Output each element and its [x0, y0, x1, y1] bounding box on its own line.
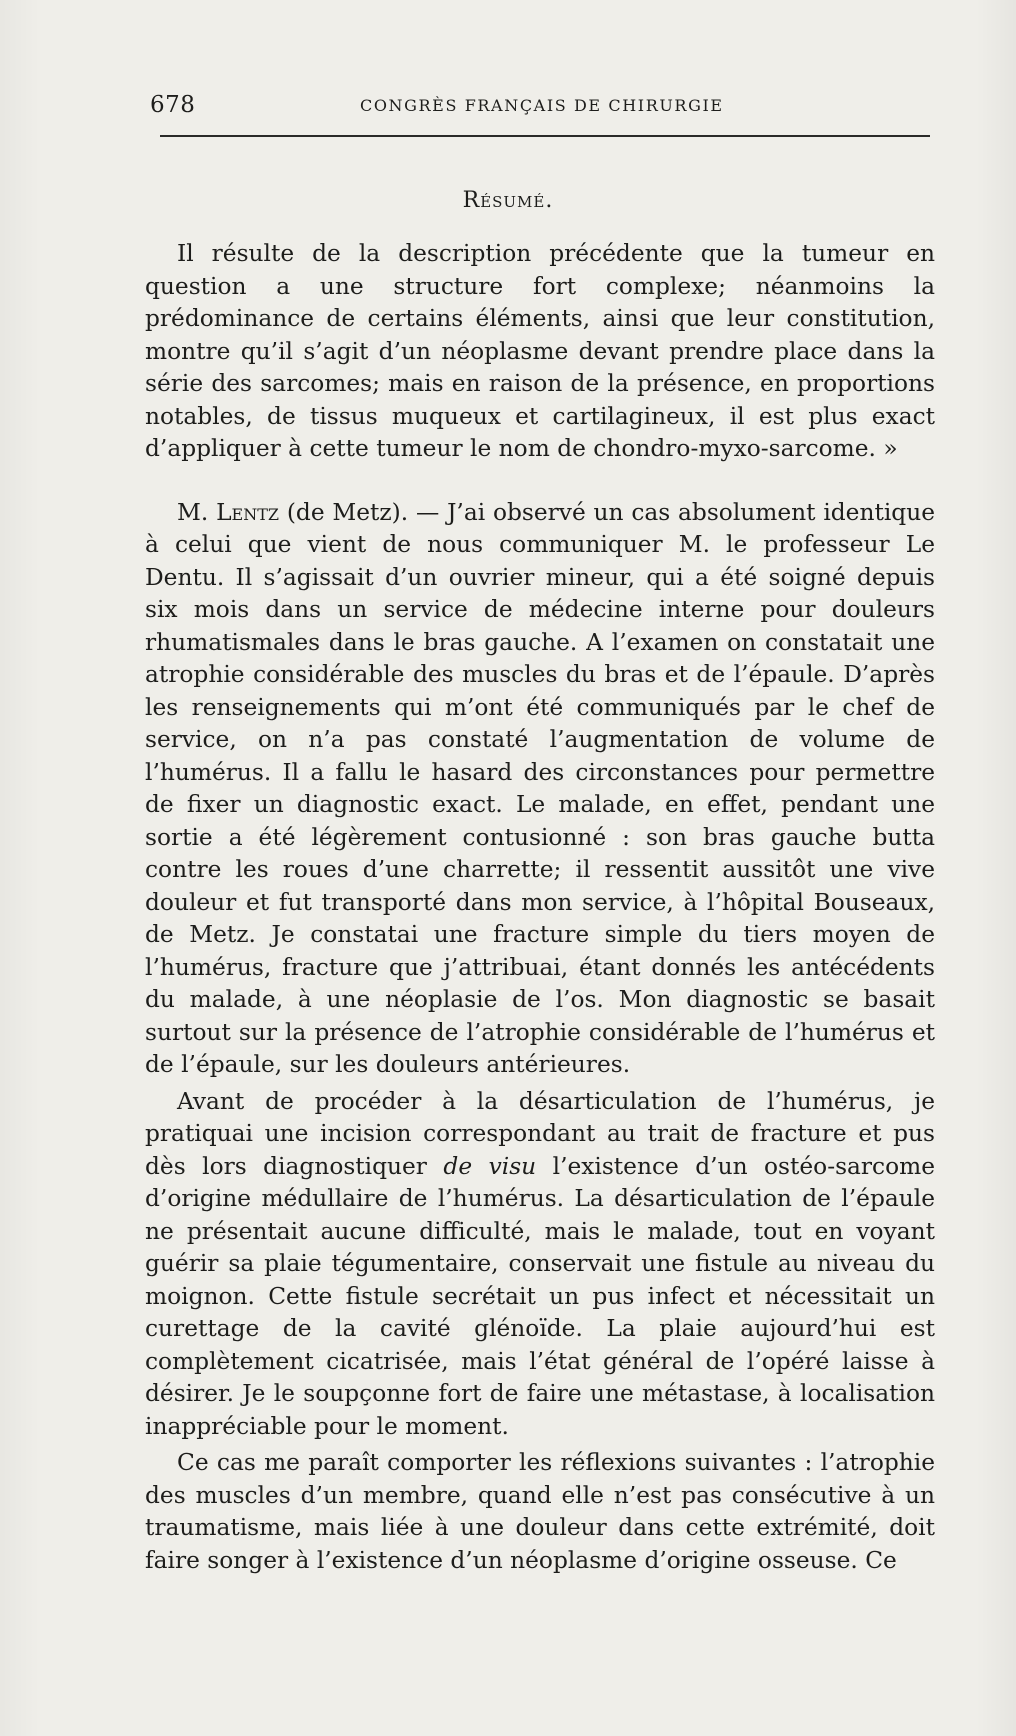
header-rule [160, 135, 930, 137]
paragraph-disarticulation [145, 1086, 935, 1444]
page-header [150, 92, 930, 122]
paragraph-lentz-intervention [145, 497, 935, 1082]
speaker-prefix: M. [177, 498, 217, 526]
paragraph-summary: Il résulte de la description précédente que la tumeur en question a une structure fort complexe; néanmoins la prédominance de certains éléments, ainsi que leur constitution, montre qu’il s’agit d’un néoplasme devant prendre place dans la série des sarcomes; mais en raison de la présence, en proportions notables, de tissus muqueux et cartilagineux, il est plus exact d’appliquer à cette tumeur le nom de chondro-myxo-sarcome. » [145, 240, 935, 462]
paragraph-disarticulation-start: Avant de procéder à la désarticulation de l’humérus, je pratiquai une incision correspondant au trait de fracture et pus dès lors diagnostiquer [145, 1087, 935, 1180]
italic-phrase: de visu [443, 1152, 537, 1180]
paragraph-disarticulation-end: l’existence d’un ostéo-sarcome d’origine médullaire de l’humérus. La désarticulation de l’épaule ne présentait aucune difficulté, mais le malade, tout en voyant guérir sa plaie tégumentaire, conservait une fistule au niveau du moignon. Cette fistule secrétait un pus infect et nécessitait un curettage de la cavité glénoïde. La plaie aujourd’hui est complètement cicatrisée, mais l’état général de l’opéré laisse à désirer. Je le soupçonne fort de faire une métastase, à localisation inappréciable pour le moment. [145, 1152, 935, 1440]
paragraph-reflections: Ce cas me paraît comporter les réflexions suivantes : l’atrophie des muscles d’un membre, quand elle n’est pas consécutive à un traumatisme, mais liée à une douleur dans cette extrémité, doit faire songer à l’existence d’un néoplasme d’origine osseuse. Ce [145, 1449, 935, 1574]
body-text [145, 238, 935, 1577]
paragraph-lentz-text: (de Metz). — J’ai observé un cas absolument identique à celui que vient de nous communiquer M. le professeur Le Dentu. Il s’agissait d’un ouvrier mineur, qui a été soigné depuis six mois dans un service de médecine interne pour douleurs rhumatismales dans le bras gauche. A l’examen on constatait une atrophie considérable des muscles du bras et de l’épaule. D’après les renseignements qui m’ont été communiqués par le chef de service, on n’a pas constaté l’augmentation de volume de l’humérus. Il a fallu le hasard des circonstances pour permettre de fixer un diagnostic exact. Le malade, en effet, pendant une sortie a été légèrement contusionné : son bras gauche butta contre les roues d’une charrette; il ressentit aussitôt une vive douleur et fut transporté dans mon service, à l’hôpital Bouseaux, de Metz. Je constatai une fracture simple du tiers moyen de l’humérus, fracture que j’attribuai, étant donnés les antécédents du malade, à une néoplasie de l’os. Mon diagnostic se basait surtout sur la présence de l’atrophie considérable de l’humérus et de l’épaule, sur les douleurs antérieures. [145, 498, 935, 1078]
speaker-name: Lentz [216, 498, 280, 526]
page-number: 678 [150, 92, 196, 118]
running-title: CONGRÈS FRANÇAIS DE CHIRURGIE [360, 96, 724, 115]
section-heading: Résumé. [462, 188, 554, 213]
